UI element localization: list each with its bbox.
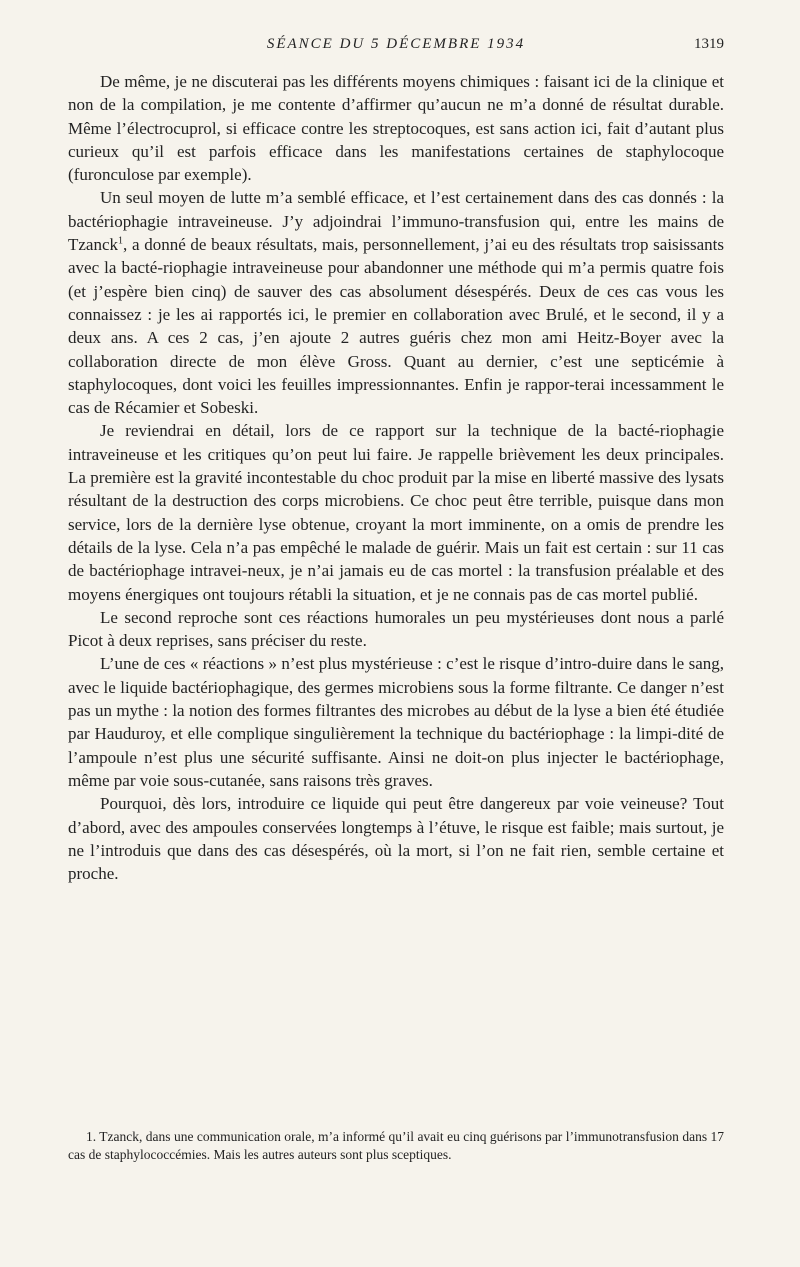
page-number: 1319 [694, 36, 724, 52]
paragraph: De même, je ne discuterai pas les différents moyens chimiques : faisant ici de la clinique et non de la compilation, je me contente d’affirmer qu’aucun ne m’a donné de résultat durable. Même l’électrocuprol, si efficace contre les streptocoques, est sans action ici, fait d’autant plus curieux qu’il est parfois efficace dans les manifestations certaines de staphylocoque (furonculose par exemple). [68, 72, 724, 185]
paragraph: Le second reproche sont ces réactions humorales un peu mystérieuses dont nous a parlé Picot à deux reprises, sans préciser du reste. [68, 607, 724, 651]
footnote: 1. Tzanck, dans une communication orale, m’a informé qu’il avait eu cinq guérisons par l’immunotransfusion dans 17 cas de staphylococcémies. Mais les autres auteurs sont plus sceptiques. [68, 1129, 724, 1162]
footnote-marker: 1 [118, 235, 124, 247]
paragraph: Pourquoi, dès lors, introduire ce liquide qui peut être dangereux par voie veineuse? Tout d’abord, avec des ampoules conservées longtemps à l’étuve, le risque est faible; mais surtout, je ne l’introduis que dans des cas désespérés, où la mort, si l’on ne fait rien, semble certaine et proche. [68, 794, 724, 884]
paragraph: Je reviendrai en détail, lors de ce rapport sur la technique de la bacté-riophagie intraveineuse et les critiques qu’on peut lui faire. Je rappelle brièvement les deux principales. La première est la gravité incontestable du choc produit par la mise en liberté massive des lysats résultant de la destruction des corps microbiens. Ce choc peut être terrible, puisque dans mon service, lors de la dernière lyse obtenue, croyant la mort imminente, on a omis de prendre les détails de la lyse. Cela n’a pas empêché le malade de guérir. Mais un fait est certain : sur 11 cas de bactériophage intravei-neux, je n’ai jamais eu de cas mortel : la transfusion préalable et des moyens énergiques ont toujours rétabli la situation, et je ne connais pas de cas mortel publié. [68, 421, 724, 604]
paragraph [68, 186, 724, 419]
paragraph-text: , a donné de beaux résultats, mais, personnellement, j’ai eu des résultats trop saisissants avec la bacté-riophagie intraveineuse pour abandonner une méthode qui m’a permis quatre fois (et j’espère bien cinq) de sauver des cas absolument désespérés. Deux de ces cas vous les connaissez : je les ai rapportés ici, le premier en collaboration avec Brulé, et le second, il y a deux ans. A ces 2 cas, j’en ajoute 2 autres guéris chez mon ami Heitz-Boyer avec la collaboration directe de mon élève Gross. Quant au dernier, c’est une septicémie à staphylocoques, dont voici les feuilles impressionnantes. Enfin je rappor-terai incessamment le cas de Récamier et Sobeski. [68, 235, 724, 418]
body-text [68, 70, 724, 885]
paragraph-text: Un seul moyen de lutte m’a semblé efficace, et l’est certainement dans des cas donnés : la bactériophagie intraveineuse. J’y adjoindrai l’immuno-transfusion qui, entre les mains de Tzanck [68, 188, 724, 255]
footnotes [68, 1128, 724, 1164]
paragraph: L’une de ces « réactions » n’est plus mystérieuse : c’est le risque d’intro-duire dans le sang, avec le liquide bactériophagique, des germes microbiens sous la forme filtrante. Ce danger n’est pas un mythe : la notion des formes filtrantes des microbes au début de la lyse a bien été étudiée par Hauduroy, et elle complique singulièrement la technique du bactériophage : la limpi-dité de l’ampoule n’est plus une sécurité suffisante. Ainsi ne doit-on plus injecter le bactériophage, même par voie sous-cutanée, sans raisons très graves. [68, 654, 724, 790]
running-head: SÉANCE DU 5 DÉCEMBRE 1934 [266, 36, 526, 52]
page-header [68, 36, 724, 60]
